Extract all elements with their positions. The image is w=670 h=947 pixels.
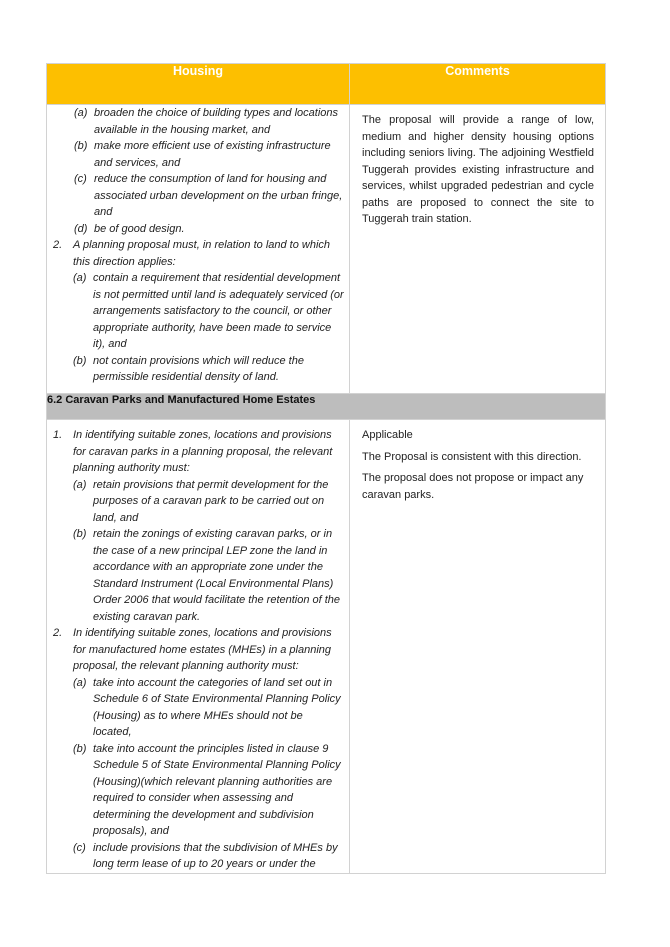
list-item: 1. In identifying suitable zones, locations and provisions for caravan parks in a planning proposal, the relevant planning authority must: (a) retain provisions that permit development for the purposes of a caravan park to be carried out on land, and (b) retain the zonings of existing caravan parks, or in the case of a new principal LEP zone the land in accordance with an appropriate zone under the Standard Instrument (Local Environmental Plans) Order 2006 that would facilitate the retention of the existing caravan park. xyxy=(47,427,344,625)
list-item: (c) reduce the consumption of land for housing and associated urban development on the urban fringe, and xyxy=(74,173,343,218)
comment-cell xyxy=(350,420,606,874)
caravan-comment: The proposal does not propose or impact any caravan parks. xyxy=(362,472,584,501)
list-item: (a) broaden the choice of building types and locations available in the housing market, and xyxy=(74,107,339,136)
applicability-status: Applicable xyxy=(362,429,413,441)
table-row xyxy=(47,420,606,874)
list-item: 2. In identifying suitable zones, locations and provisions for manufactured home estates (MHEs) in a planning proposal, the relevant planning authority must: (a) take into account the categories of land set out in Schedule 6 of State Environmental Planning Policy (Housing) as to where MHEs should not be located, (b) take into account the principles listed in clause 9 Schedule 5 of State Environmental Planning Policy (Housing)(which relevant planning authorities are required to consider when assessing and determining the development and subdivision proposals), and (c) include provisions that the subdivision of MHEs by long term lease of up to 20 years or under the xyxy=(47,625,344,873)
sub-list xyxy=(73,477,344,626)
table-header-row xyxy=(47,64,606,105)
list-item: (b) take into account the principles listed in clause 9 Schedule 5 of State Environmental Planning Policy (Housing)(which relevant planning authorities are required to consider when assessing and determining the development and subdivision proposals), and xyxy=(73,742,341,837)
list-item: (b) not contain provisions which will reduce the permissible residential density of land. xyxy=(73,354,304,383)
table-row xyxy=(47,105,606,394)
sub-list xyxy=(73,675,344,873)
housing-comments-table xyxy=(46,63,606,874)
sub-list xyxy=(73,270,344,386)
list-item: (a) take into account the categories of land set out in Schedule 6 of State Environmental Planning Policy (Housing) as to where MHEs should not be located, xyxy=(73,676,341,738)
housing-comment: The proposal will provide a range of low, medium and higher density housing options including seniors living. The adjoining Westfield Tuggerah provides existing infrastructure and services, whilst upgraded pedestrian and cycle paths are proposed to connect the site to Tuggerah train station. xyxy=(362,114,594,225)
list-item: (b) make more efficient use of existing infrastructure and services, and xyxy=(74,140,331,169)
numbered-list xyxy=(47,237,344,386)
list-item: (d) be of good design. xyxy=(74,222,185,235)
comment-cell xyxy=(350,105,606,394)
list-item: 2. A planning proposal must, in relation to land to which this direction applies: (a) contain a requirement that residential development is not permitted until land is adequately serviced (or arrangements satisfactory to the council, or other appropriate authority, have been made to service it), and (b) not contain provisions which will reduce the permissible residential density of land. xyxy=(47,237,344,386)
section-row xyxy=(47,394,606,420)
section-title: 6.2 Caravan Parks and Manufactured Home Estates xyxy=(47,394,606,420)
list-item: (a) contain a requirement that residential development is not permitted until land is adequately serviced (or arrangements satisfactory to the council, or other appropriate authority, have been made to service it), and xyxy=(73,272,344,350)
housing-cell xyxy=(47,105,350,394)
list-item: (b) retain the zonings of existing caravan parks, or in the case of a new principal LEP zone the land in accordance with an appropriate zone under the Standard Instrument (Local Environmental Plans) Order 2006 that would facilitate the retention of the existing caravan park. xyxy=(73,528,341,623)
numbered-list xyxy=(47,427,344,873)
housing-cell xyxy=(47,420,350,874)
list-item: (a) retain provisions that permit development for the purposes of a caravan park to be carried out on land, and xyxy=(73,478,329,524)
list-item: (c) include provisions that the subdivision of MHEs by long term lease of up to 20 years or under the xyxy=(73,841,338,870)
header-comments: Comments xyxy=(350,64,606,105)
header-housing: Housing xyxy=(47,64,350,105)
objectives-list xyxy=(74,105,344,237)
consistency-comment: The Proposal is consistent with this direction. xyxy=(362,450,582,463)
